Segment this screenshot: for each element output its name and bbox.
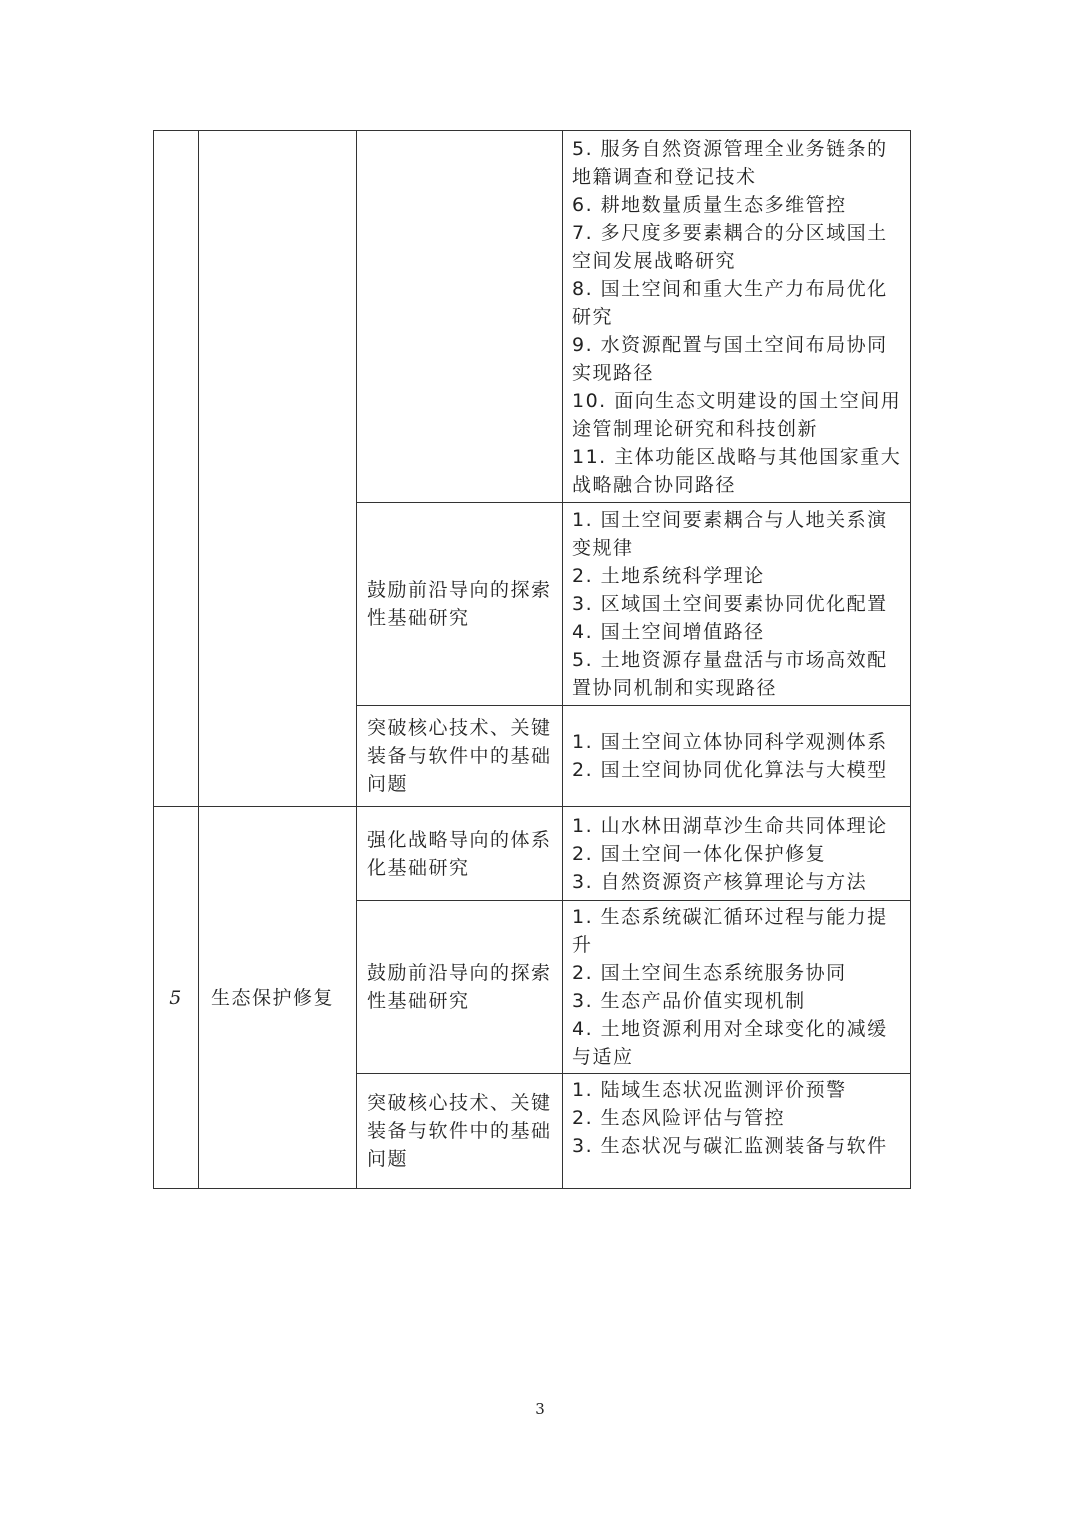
topic-item: 1. 国土空间立体协同科学观测体系 [572, 731, 888, 753]
category-cell [357, 131, 563, 503]
topic-item: 2. 国土空间生态系统服务协同 [572, 962, 847, 984]
topic-item: 3. 区域国土空间要素协同优化配置 [572, 593, 888, 615]
research-topics-table [153, 130, 911, 1189]
topic-item: 3. 自然资源资产核算理论与方法 [572, 870, 868, 893]
topic-item: 1. 国土空间要素耦合与人地关系演变规律 [572, 509, 888, 559]
category-cell: 突破核心技术、关键装备与软件中的基础问题 [357, 1074, 563, 1189]
topic-item: 1. 生态系统碳汇循环过程与能力提升 [572, 906, 888, 956]
topics-cell [563, 1074, 911, 1189]
topic-item: 4. 国土空间增值路径 [572, 621, 765, 643]
topic-item: 7. 多尺度多要素耦合的分区域国土空间发展战略研究 [572, 221, 888, 272]
research-area-cell: 生态保护修复 [199, 807, 357, 1189]
topic-item: 9. 水资源配置与国土空间布局协同实现路径 [572, 333, 888, 384]
topic-item: 2. 国土空间一体化保护修复 [572, 842, 827, 865]
topic-item: 5. 土地资源存量盘活与市场高效配置协同机制和实现路径 [572, 649, 888, 699]
topic-item: 1. 陆域生态状况监测评价预警 [572, 1079, 847, 1101]
page-number: 3 [535, 1400, 545, 1418]
table-row [154, 807, 911, 901]
topic-item: 2. 土地系统科学理论 [572, 565, 765, 587]
topic-item: 10. 面向生态文明建设的国土空间用途管制理论研究和科技创新 [572, 389, 902, 440]
category-cell: 鼓励前沿导向的探索性基础研究 [357, 901, 563, 1074]
category-cell: 鼓励前沿导向的探索性基础研究 [357, 503, 563, 706]
topic-item: 6. 耕地数量质量生态多维管控 [572, 193, 847, 216]
topic-item: 3. 生态产品价值实现机制 [572, 990, 806, 1012]
topics-cell [563, 901, 911, 1074]
research-area-cell [199, 131, 357, 807]
topic-item: 11. 主体功能区战略与其他国家重大战略融合协同路径 [572, 445, 902, 496]
topic-item: 5. 服务自然资源管理全业务链条的地籍调查和登记技术 [572, 137, 888, 188]
table-row [154, 131, 911, 503]
topics-cell [563, 807, 911, 901]
topic-item: 3. 生态状况与碳汇监测装备与软件 [572, 1135, 888, 1157]
row-index-cell: 5 [154, 807, 199, 1189]
category-cell: 强化战略导向的体系化基础研究 [357, 807, 563, 901]
topic-item: 4. 土地资源利用对全球变化的减缓与适应 [572, 1018, 888, 1068]
topic-item: 8. 国土空间和重大生产力布局优化研究 [572, 277, 888, 328]
topics-cell [563, 706, 911, 807]
topics-cell [563, 131, 911, 503]
category-cell: 突破核心技术、关键装备与软件中的基础问题 [357, 706, 563, 807]
topics-cell [563, 503, 911, 706]
topic-item: 2. 生态风险评估与管控 [572, 1107, 786, 1129]
topic-item: 1. 山水林田湖草沙生命共同体理论 [572, 814, 888, 837]
row-index-cell [154, 131, 199, 807]
topic-item: 2. 国土空间协同优化算法与大模型 [572, 759, 888, 781]
